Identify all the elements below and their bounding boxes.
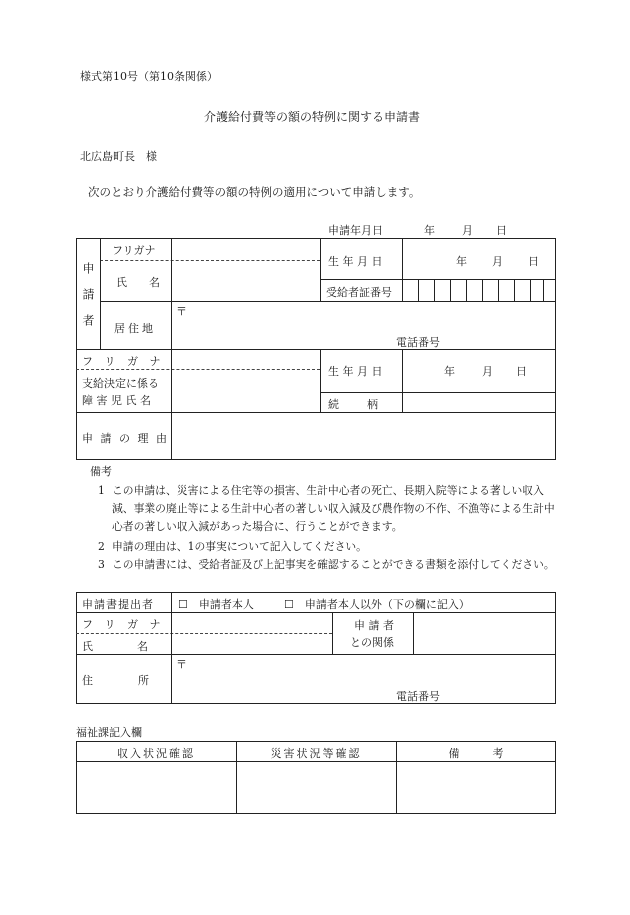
application-date-label: 申請年月日 <box>328 224 383 237</box>
applicant-birthdate-label: 生 年 月 日 <box>328 255 383 268</box>
child-relation-label: 続 柄 <box>328 398 380 411</box>
document-title: 介護給付費等の額の特例に関する申請書 <box>204 110 421 124</box>
applicant-birth-month[interactable]: 月 <box>492 255 503 268</box>
office-heading: 福祉課記入欄 <box>76 726 142 739</box>
child-name-label-1: 支給決定に係る <box>82 377 159 390</box>
application-date-month[interactable]: 月 <box>462 224 473 237</box>
remark-item-2: 2 申請の理由は、1の事実について記入してください。 <box>98 540 367 553</box>
applicant-birth-year[interactable]: 年 <box>456 255 467 268</box>
remark-item-1: 1 この申請は、災害による住宅等の損害、生計中心者の死亡、長期入院等による著しい収入減、事業の廃止等による生計中心者の著しい収入減及び農作物の不作、不漁等による生計中心者の著しい収入減があった場合に、行うことができます。 <box>98 484 555 533</box>
remarks-heading: 備考 <box>90 465 112 478</box>
applicant-furigana-label: フリガナ <box>112 244 156 257</box>
office-col-disaster: 災害状況等確認 <box>270 747 362 760</box>
submitter-postal-mark: 〒 <box>176 658 187 671</box>
applicant-address-label: 居住地 <box>114 322 156 335</box>
office-col-income: 収入状況確認 <box>117 747 195 760</box>
child-birth-month[interactable]: 月 <box>482 365 493 378</box>
submitter-option-self[interactable]: ☐ 申請者本人 <box>178 598 254 611</box>
child-name-label-2: 障 害 児 氏 名 <box>82 394 151 407</box>
form-number: 様式第10号（第10条関係） <box>80 70 218 83</box>
remark-item-3: 3 この申請書には、受給者証及び上記事実を確認することができる書類を添付してください。 <box>98 558 555 571</box>
child-birthdate-label: 生 年 月 日 <box>328 365 383 378</box>
submitter-option-other[interactable]: ☐ 申請者本人以外（下の欄に記入） <box>284 598 470 611</box>
submitter-name-label: 氏 名 <box>82 640 148 653</box>
office-cell-income[interactable] <box>77 762 235 813</box>
submitter-relation-label-2: との関係 <box>350 636 394 649</box>
office-cell-disaster[interactable] <box>237 762 395 813</box>
submitter-phone-label: 電話番号 <box>396 690 440 703</box>
applicant-section-label: 申請者 <box>81 262 95 340</box>
applicant-phone-label: 電話番号 <box>396 336 440 349</box>
reason-label: 申 請 の 理 由 <box>82 432 169 445</box>
office-col-notes: 備 考 <box>448 747 504 760</box>
applicant-postal-mark: 〒 <box>176 305 187 318</box>
applicant-cert-label: 受給者証番号 <box>326 286 392 299</box>
office-cell-notes[interactable] <box>397 762 555 813</box>
submitter-label: 申請書提出者 <box>82 598 154 611</box>
child-furigana-label: フ リ ガ ナ <box>82 355 165 368</box>
submitter-relation-label-1: 申 請 者 <box>354 619 394 632</box>
application-date-year[interactable]: 年 <box>424 224 435 237</box>
submitter-address-label: 住 所 <box>82 674 152 687</box>
intro-text: 次のとおり介護給付費等の額の特例の適用について申請します。 <box>88 185 421 199</box>
child-birth-year[interactable]: 年 <box>444 365 455 378</box>
submitter-furigana-label: フ リ ガ ナ <box>82 618 165 631</box>
child-birth-day[interactable]: 日 <box>516 365 527 378</box>
addressee: 北広島町長 様 <box>80 150 157 163</box>
applicant-birth-day[interactable]: 日 <box>528 255 539 268</box>
applicant-name-label: 氏 名 <box>116 276 160 289</box>
application-date-day[interactable]: 日 <box>496 224 507 237</box>
